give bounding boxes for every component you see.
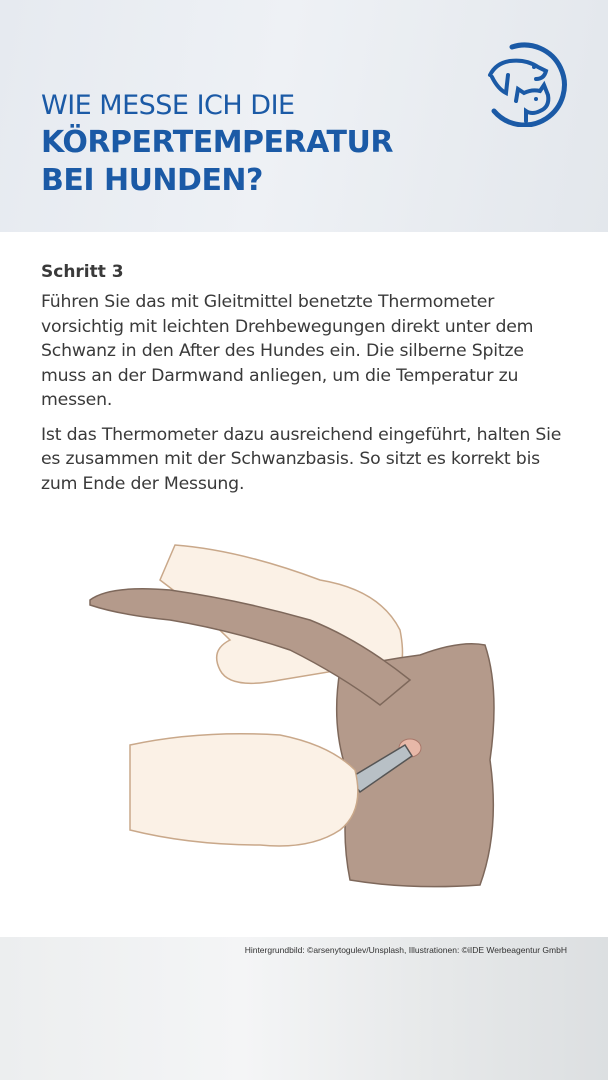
instruction-paragraph-1: Führen Sie das mit Gleitmittel benetzte Thermometer vorsichtig mit leichten Drehbewegungen direkt unter dem Schwanz in den After des Hundes ein. Die silberne Spitze muss an der Darmwand anliegen, um die Temperatur zu messen. — [41, 292, 534, 410]
image-credit: Hintergrundbild: ©arsenytogulev/Unsplash, Illustrationen: ©iIDE Werbeagentur GmbH — [244, 945, 567, 955]
instruction-paragraph-2: Ist das Thermometer dazu ausreichend eingeführt, halten Sie es zusammen mit der Schwanzbasis. So sitzt es korrekt bis zum Ende der Messung. — [41, 424, 562, 494]
instructions — [41, 262, 571, 506]
title-line-2: KÖRPERTEMPERATUR — [41, 125, 393, 160]
thermometer-illustration-icon — [80, 530, 520, 900]
header — [0, 0, 608, 232]
dog-cat-logo-icon — [482, 41, 568, 127]
footer — [0, 937, 608, 1080]
page-title — [41, 88, 393, 200]
title-line-3: BEI HUNDEN? — [41, 163, 263, 198]
title-line-1: WIE MESSE ICH DIE — [41, 90, 295, 121]
step-heading: Schritt 3 — [41, 262, 124, 282]
